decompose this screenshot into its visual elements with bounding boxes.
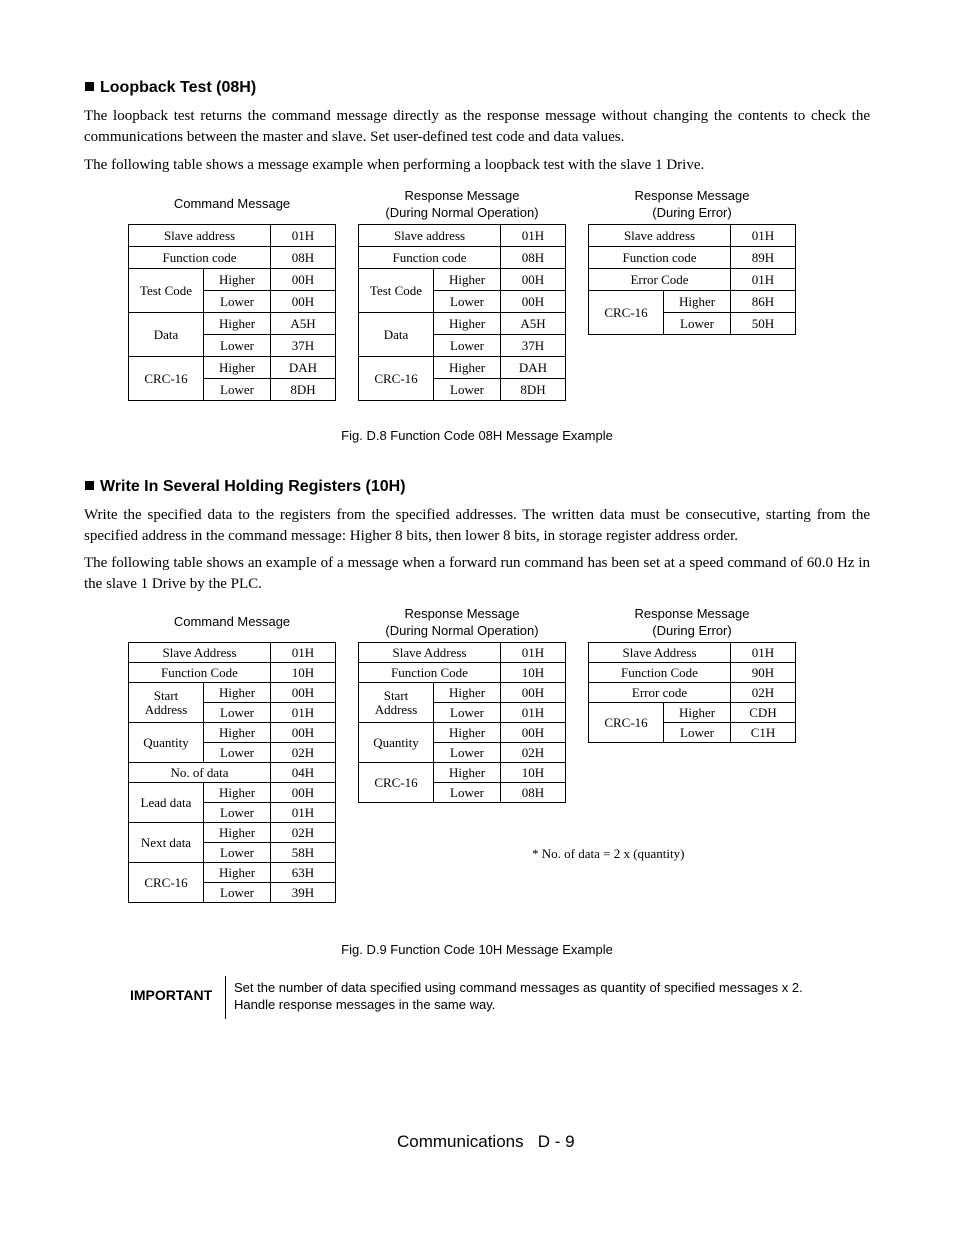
table-row: Start Address Higher 00H (359, 683, 566, 703)
table-row: Lower 01H (129, 703, 336, 723)
table-row: Test Code Higher 00H (129, 269, 336, 291)
table-row: Slave address 01H (359, 225, 566, 247)
table-row: Data Higher A5H (129, 313, 336, 335)
table-row: Data Higher A5H (359, 313, 566, 335)
table-row: No. of data 04H (129, 763, 336, 783)
table-row: Test Code Higher 00H (359, 269, 566, 291)
table-row: CRC-16 Higher DAH (129, 357, 336, 379)
important-label: IMPORTANT (130, 987, 213, 1003)
table-row: Lower 08H (359, 783, 566, 803)
square-bullet-icon (85, 82, 94, 91)
paragraph: The following table shows an example of a message when a forward run command has been set at a speed command of 60.0 Hz in the slave 1 Drive by the PLC. (84, 555, 870, 592)
section-heading-loopback: Loopback Test (08H) (85, 79, 256, 97)
table-row: Lead data Higher 00H (129, 783, 336, 803)
response-error-caption: Response Message (During Error) (634, 188, 750, 220)
table-row: Quantity Higher 00H (129, 723, 336, 743)
write-command-table (128, 642, 336, 903)
section-heading-write-registers: Write In Several Holding Registers (10H) (85, 478, 406, 496)
loopback-response-normal-table (358, 224, 566, 401)
table-row: Function Code 10H (359, 663, 566, 683)
table-row: CRC-16 Higher DAH (359, 357, 566, 379)
table-row: Lower 8DH (129, 379, 336, 401)
important-text: Set the number of data specified using command messages as quantity of specified messages x 2. Handle response messages in the same way. (234, 980, 803, 1012)
table-row: Slave Address 01H (589, 643, 796, 663)
table-row: Function code 89H (589, 247, 796, 269)
paragraph: The following table shows a message example when performing a loopback test with the slave 1 Drive. (84, 157, 705, 173)
table-row: Lower 02H (129, 743, 336, 763)
paragraph: Write the specified data to the registers from the specified addresses. The written data must be consecutive, starting from the specified address in the command message: Higher 8 bits, then lower 8 bits, in storage register address order. (84, 507, 870, 544)
table-row: Error Code 01H (589, 269, 796, 291)
table-row: Slave address 01H (129, 225, 336, 247)
command-message-caption: Command Message (173, 614, 291, 629)
square-bullet-icon (85, 481, 94, 490)
table-row: Start Address Higher 00H (129, 683, 336, 703)
table-row: Lower 00H (359, 291, 566, 313)
table-row: Lower 58H (129, 843, 336, 863)
table-row: Slave address 01H (589, 225, 796, 247)
table-row: Error code 02H (589, 683, 796, 703)
table-row: Lower 8DH (359, 379, 566, 401)
write-response-error-table (588, 642, 796, 743)
table-row: Quantity Higher 00H (359, 723, 566, 743)
table-row: Lower C1H (589, 723, 796, 743)
table-row: Lower 01H (359, 703, 566, 723)
response-error-caption: Response Message (During Error) (634, 606, 750, 638)
table-row: CRC-16 Higher CDH (589, 703, 796, 723)
figure-caption: Fig. D.8 Function Code 08H Message Example (341, 428, 613, 443)
paragraph: The loopback test returns the command message directly as the response message without changing the contents to check the communications between the master and slave. Set user-defined test code and data values. (84, 108, 870, 145)
response-normal-caption: Response Message (During Normal Operation) (385, 606, 539, 638)
loopback-command-table (128, 224, 336, 401)
table-row: Function Code 90H (589, 663, 796, 683)
table-row: Next data Higher 02H (129, 823, 336, 843)
important-divider (225, 976, 226, 1019)
table-row: Lower 00H (129, 291, 336, 313)
table-row: Lower 01H (129, 803, 336, 823)
table-row: Lower 37H (129, 335, 336, 357)
response-normal-caption: Response Message (During Normal Operation) (385, 188, 539, 220)
table-row: CRC-16 Higher 63H (129, 863, 336, 883)
table-row: Slave Address 01H (129, 643, 336, 663)
loopback-response-error-table (588, 224, 796, 335)
table-row: Function code 08H (359, 247, 566, 269)
quantity-note: * No. of data = 2 x (quantity) (532, 846, 685, 861)
table-row: Lower 39H (129, 883, 336, 903)
table-row: Slave Address 01H (359, 643, 566, 663)
table-row: Lower 02H (359, 743, 566, 763)
table-row: Function code 08H (129, 247, 336, 269)
command-message-caption: Command Message (173, 196, 291, 211)
table-row: CRC-16 Higher 10H (359, 763, 566, 783)
table-row: Lower 37H (359, 335, 566, 357)
table-row: Lower 50H (589, 313, 796, 335)
table-row: CRC-16 Higher 86H (589, 291, 796, 313)
page-footer: Communications D - 9 (397, 1132, 575, 1151)
table-row: Function Code 10H (129, 663, 336, 683)
figure-caption: Fig. D.9 Function Code 10H Message Example (341, 942, 613, 957)
write-response-normal-table (358, 642, 566, 803)
